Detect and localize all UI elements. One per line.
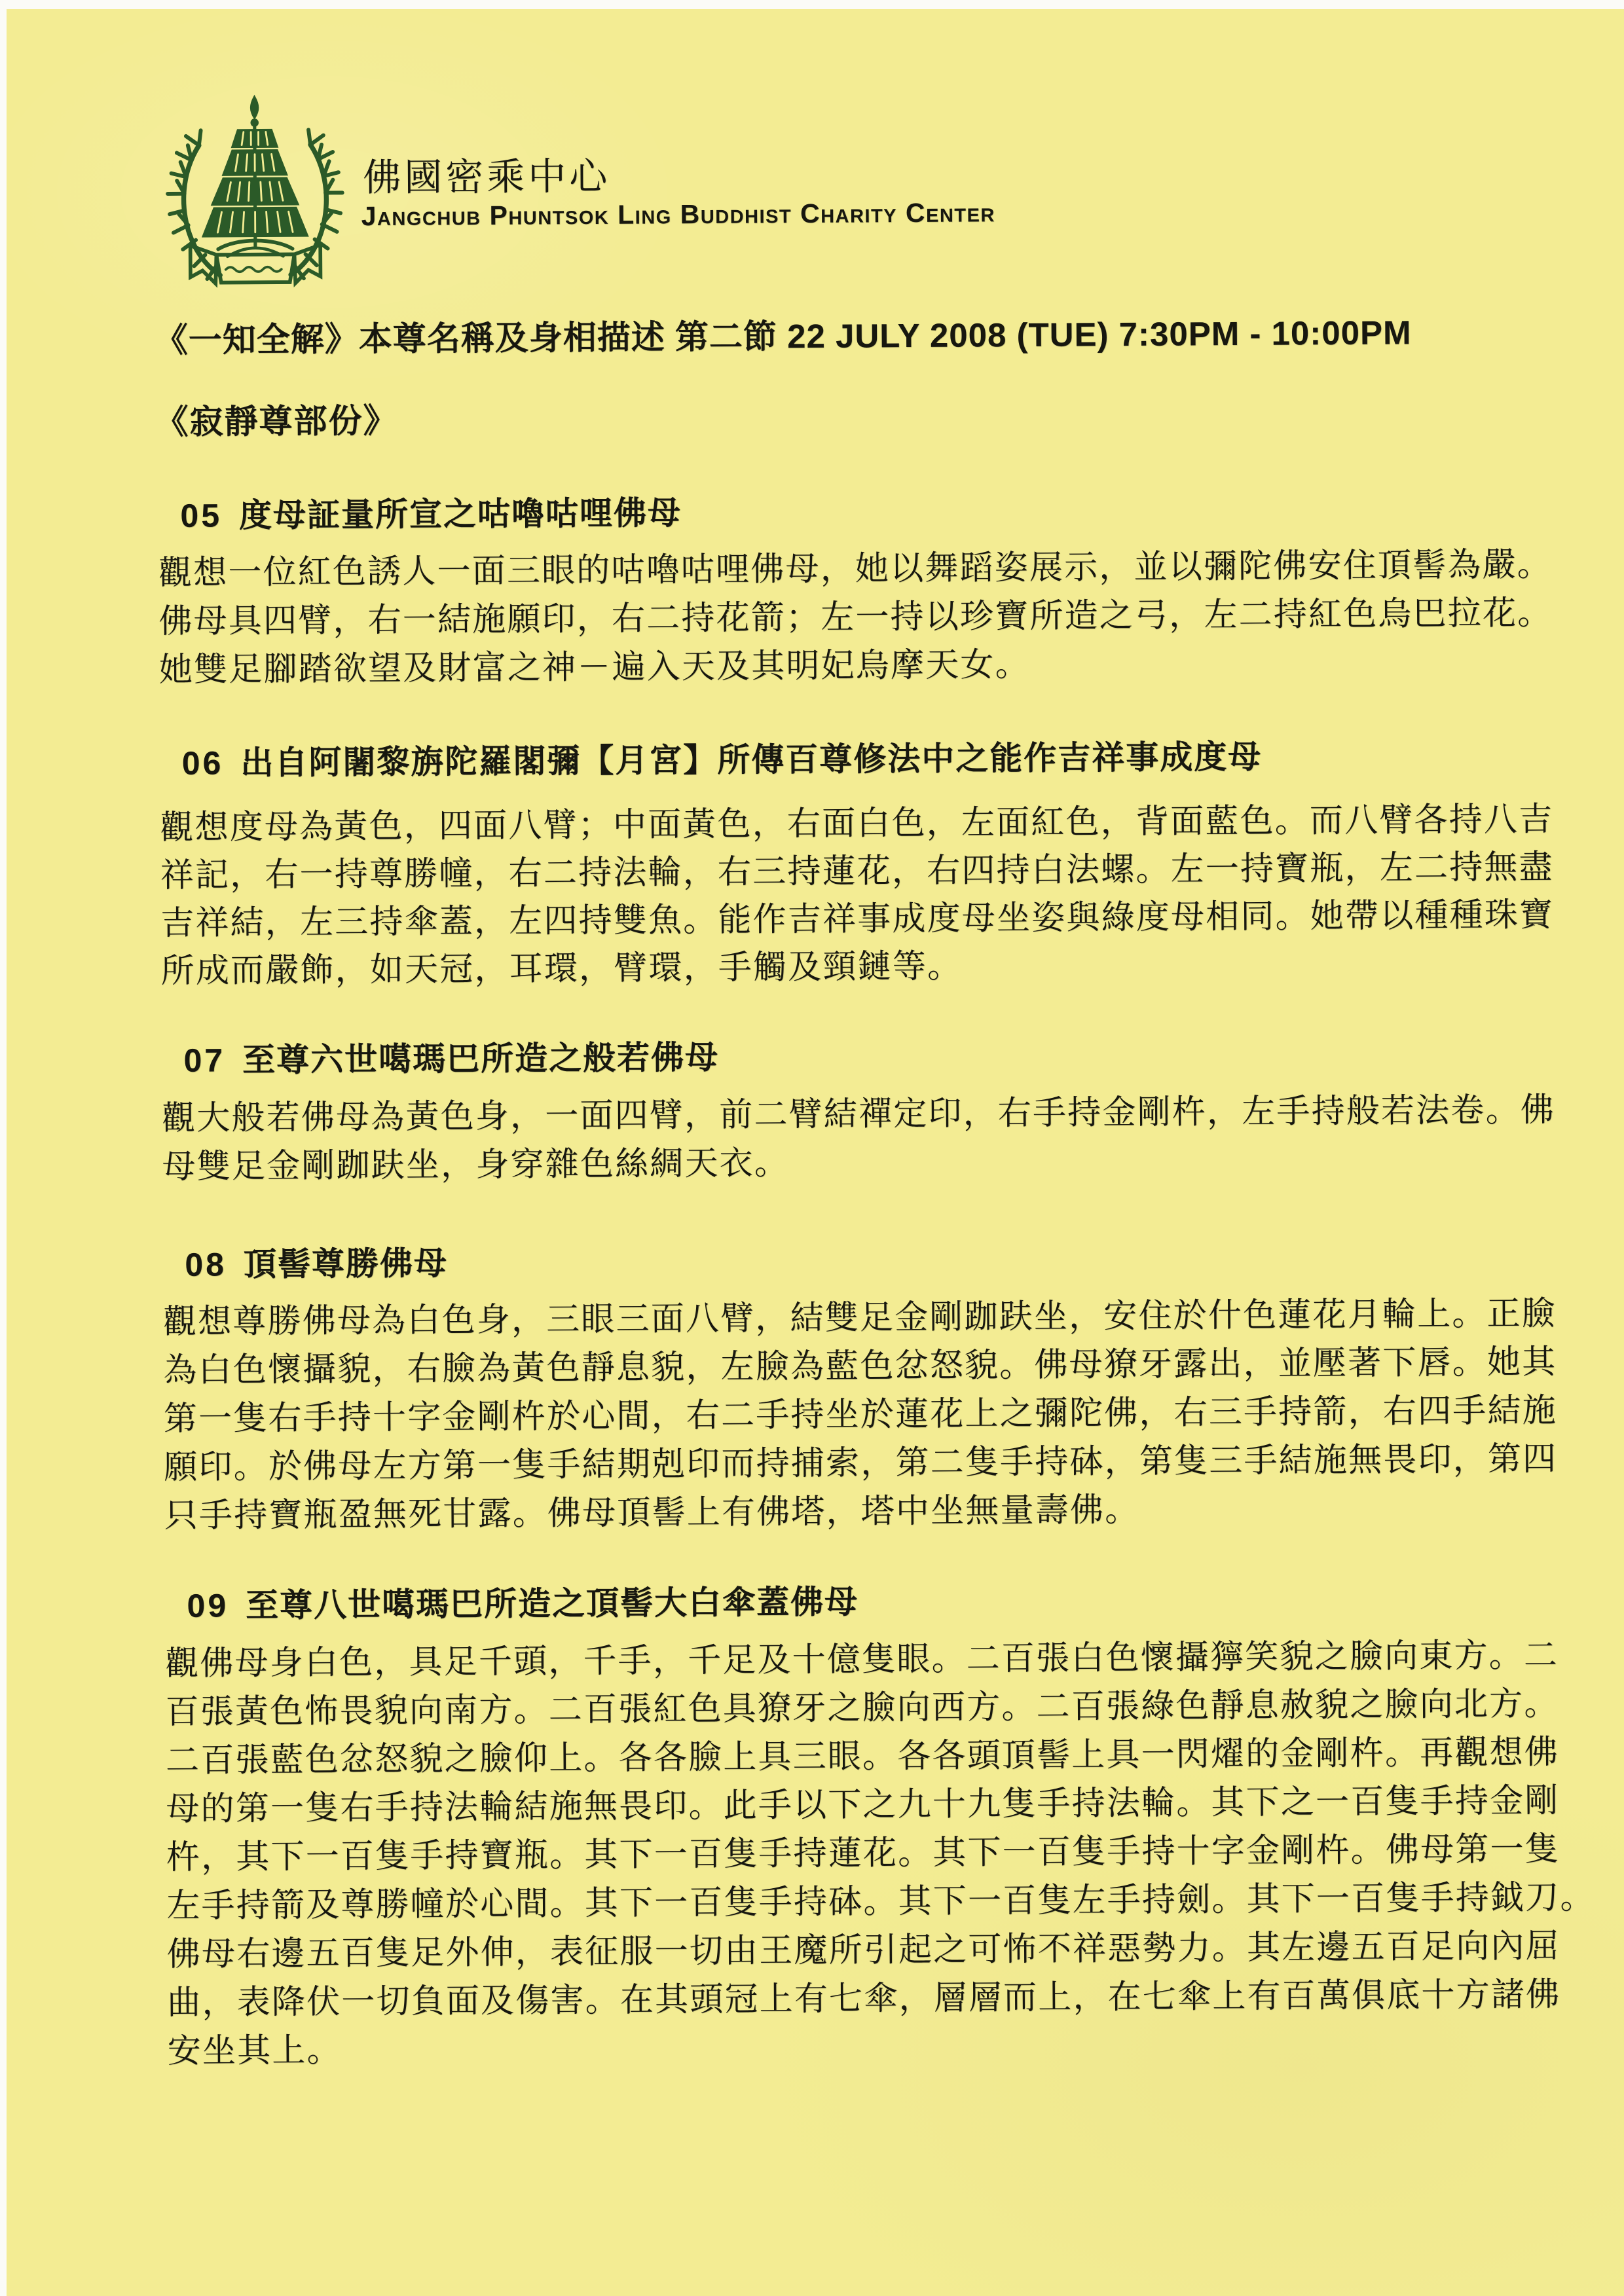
body-text-line: 佛母右邊五百隻足外伸，表征服一切由王魔所引起之可怖不祥惡勢力。其左邊五百足向內屈: [166, 1927, 1560, 1973]
section-title: 至尊八世噶瑪巴所造之頂髻大白傘蓋佛母: [246, 1583, 859, 1624]
body-text-line: 左手持箭及尊勝幢於心間。其下一百隻手持砵。其下一百隻左手持劍。其下一百隻手持鉞刀。: [166, 1878, 1595, 1925]
section-heading-06: [181, 731, 1262, 784]
org-name-chinese: 佛國密乘中心: [363, 155, 611, 200]
body-text-line: 母的第一隻右手持法輪結施無畏印。此手以下之九十九隻手持法輪。其下之一百隻手持金剛: [166, 1781, 1560, 1828]
body-text-line: 所成而嚴飾，如天冠，耳環，臂環，手觸及頸鏈等。: [160, 947, 963, 990]
section-heading-09: [187, 1576, 858, 1627]
document-title: 《一知全解》本尊名稱及身相描述 第二節 22 JULY 2008 (TUE) 7:30PM - 10:00PM: [154, 314, 1412, 359]
body-text-line: 杵，其下一百隻手持寶瓶。其下一百隻手持蓮花。其下一百隻手持十字金剛杵。佛母第一隻: [166, 1830, 1560, 1876]
body-text-line: 祥記，右一持尊勝幢，右二持法輪，右三持蓮花，右四持白法螺。左一持寶瓶，左二持無盡: [160, 848, 1554, 894]
section-heading-05: [180, 486, 682, 537]
body-text-line: 只手持寶瓶盈無死甘露。佛母頂髻上有佛塔，塔中坐無量壽佛。: [164, 1490, 1140, 1535]
section-title: 至尊六世噶瑪巴所造之般若佛母: [242, 1038, 720, 1079]
body-text-line: 二百張藍色忿怒貌之臉仰上。各各臉上具三眼。各各頭頂髻上具一閃燿的金剛杵。再觀想佛: [165, 1733, 1560, 1779]
org-name-english: Jangchub Phuntsok Ling Buddhist Charity Center: [361, 197, 995, 232]
section-title: 出自阿闍黎旃陀羅閣彌【月宮】所傳百尊修法中之能作吉祥事成度母: [240, 738, 1263, 782]
body-text-line: 百張黃色怖畏貌向南方。二百張紅色具獠牙之臉向西方。二百張綠色靜息赦貌之臉向北方。: [165, 1685, 1559, 1731]
section-heading-08: [185, 1237, 448, 1285]
section-title: 度母証量所宣之咕嚕咕哩佛母: [238, 494, 682, 534]
body-text-line: 吉祥結，左三持傘蓋，左四持雙魚。能作吉祥事成度母坐姿與綠度母相同。她帶以種種珠寶: [160, 896, 1555, 942]
body-text-line: 觀大般若佛母為黃色身，一面四臂，前二臂結禪定印，右手持金剛杵，左手持般若法卷。佛: [161, 1091, 1556, 1137]
body-text-line: 母雙足金剛跏趺坐，身穿雜色絲綢天衣。: [162, 1144, 790, 1186]
body-text-line: 觀佛母身白色，具足千頭，千手，千足及十億隻眼。二百張白色懷攝獰笑貌之臉向東方。二: [164, 1636, 1559, 1683]
section-number: 07: [183, 1042, 226, 1079]
section-group-title: 《寂靜尊部份》: [155, 401, 398, 441]
section-number: 06: [181, 744, 224, 782]
body-text-line: 觀想尊勝佛母為白色身，三眼三面八臂，結雙足金剛跏趺坐，安住於什色蓮花月輪上。正臉: [162, 1294, 1557, 1341]
section-title: 頂髻尊勝佛母: [243, 1245, 449, 1283]
body-text-line: 第一隻右手持十字金剛杵於心間，右二手持坐於蓮花上之彌陀佛，右三手持箭，右四手結施: [163, 1391, 1557, 1438]
body-text-line: 佛母具四臂，右一結施願印，右二持花箭；左一持以珍寶所造之弓，左二持紅色烏巴拉花。: [158, 594, 1553, 640]
section-number: 09: [187, 1587, 229, 1624]
body-text-line: 觀想一位紅色誘人一面三眼的咕嚕咕哩佛母，她以舞蹈姿展示，並以彌陀佛安住頂髻為嚴。: [158, 545, 1553, 592]
body-text-line: 願印。於佛母左方第一隻手結期剋印而持捕索，第二隻手持砵，第隻三手結施無畏印，第四: [164, 1440, 1558, 1486]
section-number: 08: [185, 1246, 227, 1283]
stupa-wreath-logo-icon: [158, 90, 351, 296]
body-text-line: 觀想度母為黃色，四面八臂；中面黃色，右面白色，左面紅色，背面藍色。而八臂各持八吉: [160, 800, 1554, 847]
body-text-line: 她雙足腳踏欲望及財富之神－遍入天及其明妃烏摩天女。: [158, 645, 1031, 689]
body-text-line: 安坐其上。: [167, 2031, 342, 2070]
body-text-line: 為白色懷攝貌，右臉為黃色靜息貌，左臉為藍色忿怒貌。佛母獠牙露出，並壓著下唇。她其: [163, 1343, 1557, 1389]
body-text-line: 曲，表降伏一切負面及傷害。在其頭冠上有七傘，層層而上，在七傘上有百萬俱底十方諸佛: [167, 1975, 1561, 2022]
section-heading-07: [183, 1031, 719, 1082]
section-number: 05: [180, 497, 223, 534]
